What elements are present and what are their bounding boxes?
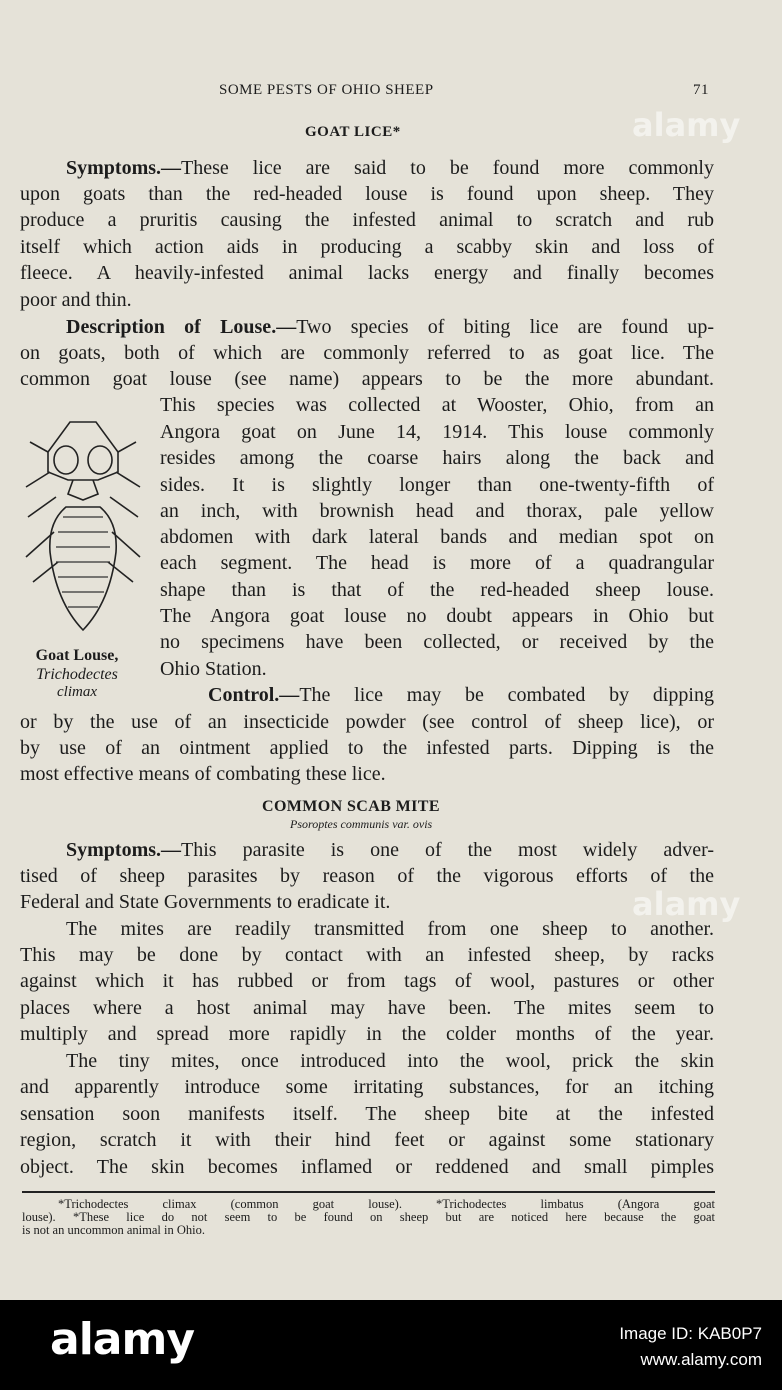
text-line xyxy=(20,1022,714,1046)
text-line xyxy=(20,208,714,232)
text-line xyxy=(20,235,714,259)
line-text: The mites are readily transmitted from one sheep to another. xyxy=(66,918,714,940)
text-line xyxy=(20,288,714,312)
line-text: This may be done by contact with an infested sheep, by racks xyxy=(20,944,714,966)
text-line xyxy=(160,420,714,444)
text-line xyxy=(160,630,714,654)
paragraph-heading: Symptoms.— xyxy=(66,839,182,861)
line-text: region, scratch it with their hind feet or against some stationary xyxy=(20,1129,714,1151)
running-title: SOME PESTS OF OHIO SHEEP xyxy=(219,82,434,98)
line-text: poor and thin. xyxy=(20,289,132,311)
text-line xyxy=(20,943,714,967)
paragraph-heading: Control.— xyxy=(208,684,300,706)
text-line xyxy=(66,838,714,862)
line-text: upon goats than the red-headed louse is found upon sheep. They xyxy=(20,183,714,205)
text-line xyxy=(160,657,714,681)
text-line xyxy=(20,1102,714,1126)
text-line xyxy=(160,393,714,417)
line-text: tised of sheep parasites by reason of the vigorous efforts of the xyxy=(20,865,714,887)
line-text: This parasite is one of the most widely adver- xyxy=(181,839,714,861)
line-text: Federal and State Governments to eradicate it. xyxy=(20,891,391,913)
text-line xyxy=(20,996,714,1020)
line-text: and apparently introduce some irritating substances, for an itching xyxy=(20,1076,714,1098)
text-line xyxy=(160,473,714,497)
footnote-line: is not an uncommon animal in Ohio. xyxy=(22,1223,205,1237)
line-text: Two species of biting lice are found up- xyxy=(296,316,714,338)
text-line xyxy=(66,315,714,339)
text-line xyxy=(20,969,714,993)
text-line xyxy=(160,578,714,602)
text-line xyxy=(20,182,714,206)
image-id: Image ID: KAB0P7 xyxy=(619,1324,762,1343)
text-line xyxy=(20,1075,714,1099)
section-title-goat-lice: GOAT LICE* xyxy=(305,124,401,140)
line-text: This species was collected at Wooster, Ohio, from an xyxy=(160,394,714,416)
paragraph-heading: Description of Louse.— xyxy=(66,316,297,338)
line-text: resides among the coarse hairs along the back and xyxy=(160,447,714,469)
footnote-rule xyxy=(22,1191,715,1193)
line-text: shape than is that of the red-headed sheep louse. xyxy=(160,579,714,601)
line-text: an inch, with brownish head and thorax, pale yellow xyxy=(160,500,714,522)
figure-caption-species: climax xyxy=(57,684,97,700)
watermark-middle: alamy xyxy=(632,885,741,923)
text-line xyxy=(66,917,714,941)
text-line xyxy=(160,499,714,523)
text-line xyxy=(20,864,714,888)
alamy-logo: alamy xyxy=(50,1314,194,1365)
line-text: or by the use of an insecticide powder (see control of sheep lice), or xyxy=(20,711,714,733)
text-line xyxy=(160,446,714,470)
text-line xyxy=(160,604,714,628)
line-text: common goat louse (see name) appears to be the more abundant. xyxy=(20,368,714,390)
line-text: sensation soon manifests itself. The sheep bite at the infested xyxy=(20,1103,714,1125)
text-line xyxy=(20,890,714,914)
line-text: abdomen with dark lateral bands and median spot on xyxy=(160,526,714,548)
line-text: by use of an ointment applied to the infested parts. Dipping is the xyxy=(20,737,714,759)
line-text: most effective means of combating these lice. xyxy=(20,763,386,785)
text-line xyxy=(160,551,714,575)
text-line xyxy=(160,525,714,549)
watermark-top: alamy xyxy=(632,106,741,144)
alamy-url: www.alamy.com xyxy=(640,1350,762,1369)
line-text: multiply and spread more rapidly in the colder months of the year. xyxy=(20,1023,714,1045)
page-number: 71 xyxy=(693,82,709,98)
line-text: object. The skin becomes inflamed or reddened and small pimples xyxy=(20,1156,714,1178)
line-text: The tiny mites, once introduced into the wool, prick the skin xyxy=(66,1050,714,1072)
line-text: places where a host animal may have been. The mites seem to xyxy=(20,997,714,1019)
text-line xyxy=(20,1155,714,1179)
line-text: The Angora goat louse no doubt appears in Ohio but xyxy=(160,605,714,627)
text-line xyxy=(20,710,714,734)
line-text: each segment. The head is more of a quadrangular xyxy=(160,552,714,574)
line-text: produce a pruritis causing the infested animal to scratch and rub xyxy=(20,209,714,231)
text-line xyxy=(20,736,714,760)
text-line xyxy=(20,762,714,786)
paragraph-heading: Symptoms.— xyxy=(66,157,182,179)
line-text: on goats, both of which are commonly referred to as goat lice. The xyxy=(20,342,714,364)
text-line xyxy=(66,1049,714,1073)
text-line xyxy=(66,156,714,180)
line-text: fleece. A heavily-infested animal lacks energy and finally becomes xyxy=(20,262,714,284)
figure-caption-common-name: Goat Louse, xyxy=(35,647,119,664)
line-text: Angora goat on June 14, 1914. This louse commonly xyxy=(160,421,714,443)
line-text: itself which action aids in producing a scabby skin and loss of xyxy=(20,236,714,258)
text-line xyxy=(20,341,714,365)
line-text: sides. It is slightly longer than one-twenty-fifth of xyxy=(160,474,714,496)
line-text: no specimens have been collected, or received by the xyxy=(160,631,714,653)
section-subtitle-scientific-name: Psoroptes communis var. ovis xyxy=(290,817,433,831)
text-line xyxy=(20,1128,714,1152)
stock-photo-banner xyxy=(0,1300,782,1390)
line-text: These lice are said to be found more commonly xyxy=(181,157,714,179)
figure-caption-genus: Trichodectes xyxy=(36,666,118,683)
text-line xyxy=(20,261,714,285)
section-title-scab-mite: COMMON SCAB MITE xyxy=(262,798,440,815)
line-text: against which it has rubbed or from tags of wool, pastures or other xyxy=(20,970,714,992)
text-line xyxy=(20,367,714,391)
goat-louse-illustration xyxy=(18,412,148,647)
line-text: The lice may be combated by dipping xyxy=(299,684,714,706)
line-text: Ohio Station. xyxy=(160,658,267,680)
footnote-line: *Trichodectes climax (common goat louse). *Trichodectes limbatus (Angora goat xyxy=(58,1197,715,1211)
footnote-line: louse). *These lice do not seem to be found on sheep but are noticed here because the goat xyxy=(22,1210,715,1224)
text-line xyxy=(208,683,714,707)
